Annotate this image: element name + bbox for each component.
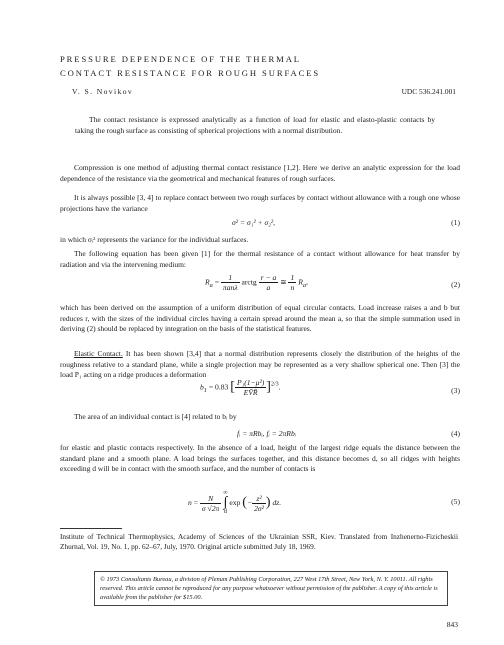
equation-5: n = $\frac{N}{\sigma √2\pi}$ ∞ ∫ d exp (− $\frac{\text{z²}}{\text{2σ²}}$ ) dz. (188, 490, 282, 515)
footnote: Institute of Technical Thermophysics, Academy of Sciences of the Ukrainian SSR, Kiev. Translated from Inzhenerno-Fizicheskii Zhurnal, Vol. 19, No. 1, pp. 62–67, July, 1970. Original article submitted July 18, 1969. (60, 532, 458, 551)
paragraph-variance-note: in which σᵢ² represents the variance for the individual surfaces. (60, 235, 249, 244)
title-line-2: CONTACT RESISTANCE FOR ROUGH SURFACES (60, 68, 321, 78)
paragraph-elastic-contact: Elastic Contact. It has been shown [3,4] that a normal distribution represents closely the distribution of the heights of the roughness relative to a standard plane, while a single projection may be represented as a very shallow spherical one. Then [3] the load P₁ acting on a ridge produces a deformation (60, 349, 460, 380)
paragraph-load: for elastic and plastic contacts respectively. In the absence of a load, height of the largest ridge equals the distance between the standard plane and a smooth plane. A load brings the surfaces together, and this distance becomes d, so all ridges with heights exceeding d will be in contact with the smooth surface, and the number of contacts is (60, 443, 460, 474)
footnote-divider (60, 528, 122, 529)
article-title (60, 52, 320, 80)
equation-1: σ² = σ₁² + σ₂², (232, 218, 276, 227)
paragraph-variance: It is always possible [3, 4] to replace contact between two rough surfaces by contact without allowance with a rough one whose projections have the variance (60, 193, 460, 213)
equation-3: $b_1 = 0.83$ [ $\frac{\text{P₁(1−μ²)}}{EV̄R̄}$ ]$^{2/3}$. (200, 378, 281, 397)
paragraph-resistance: The following equation has been given [1] for the thermal resistance of a contact without allowance for heat transfer by radiation and via the intervening medium: (60, 249, 460, 269)
page-number: 843 (446, 620, 458, 629)
paragraph-assumption: which has been derived on the assumption of a uniform distribution of equal circular contacts. Load increase raises a and b but reduces r, with the sizes of the individual circles having a certain spread around the mean a, so that the simple summation used in deriving (2) should be replaced by integration on the basis of the statistical features. (60, 303, 460, 334)
udc-code: UDC 536.241.001 (401, 87, 456, 96)
equation-4-number: (4) (451, 429, 460, 438)
equation-3-number: (3) (451, 386, 460, 395)
equation-5-number: (5) (451, 497, 460, 506)
section-heading-elastic-contact: Elastic Contact. (74, 349, 123, 358)
title-line-1: PRESSURE DEPENDENCE OF THE THERMAL (60, 54, 301, 64)
equation-4: fᵢ = πRbᵢ, fᵢ = 2πRbᵢ (237, 429, 296, 438)
equation-2-number: (2) (451, 280, 460, 289)
abstract: The contact resistance is expressed analytically as a function of load for elastic and elasto-plastic contacts by taking the rough surface as consisting of spherical projections with a normal distribution. (75, 115, 435, 135)
equation-2: $R_a$ = $\frac{1}{\text{πanλ}}$ arctg $\frac{r - a}{a}$ ≅ $\frac{1}{n}$ $R_a$, (205, 273, 308, 292)
paragraph-contact-area: The area of an individual contact is [4] related to bᵢ by (74, 412, 237, 421)
paragraph-intro: Compression is one method of adjusting thermal contact resistance [1,2]. Here we derive an analytic expression for the load dependence of the resistance via the geometrical and mechanical features of rough surfaces. (60, 163, 460, 183)
copyright-notice: © 1973 Consultants Bureau, a division of Plenum Publishing Corporation, 227 West 17th Street, New York, N. Y. 10011. All rights reserved. This article cannot be reproduced for any purpose whatsoever without permission of the publisher. A copy of this article is available from the publisher for $15.00. (94, 571, 448, 606)
author: V. S. Novikov (72, 87, 134, 96)
equation-1-number: (1) (451, 218, 460, 227)
